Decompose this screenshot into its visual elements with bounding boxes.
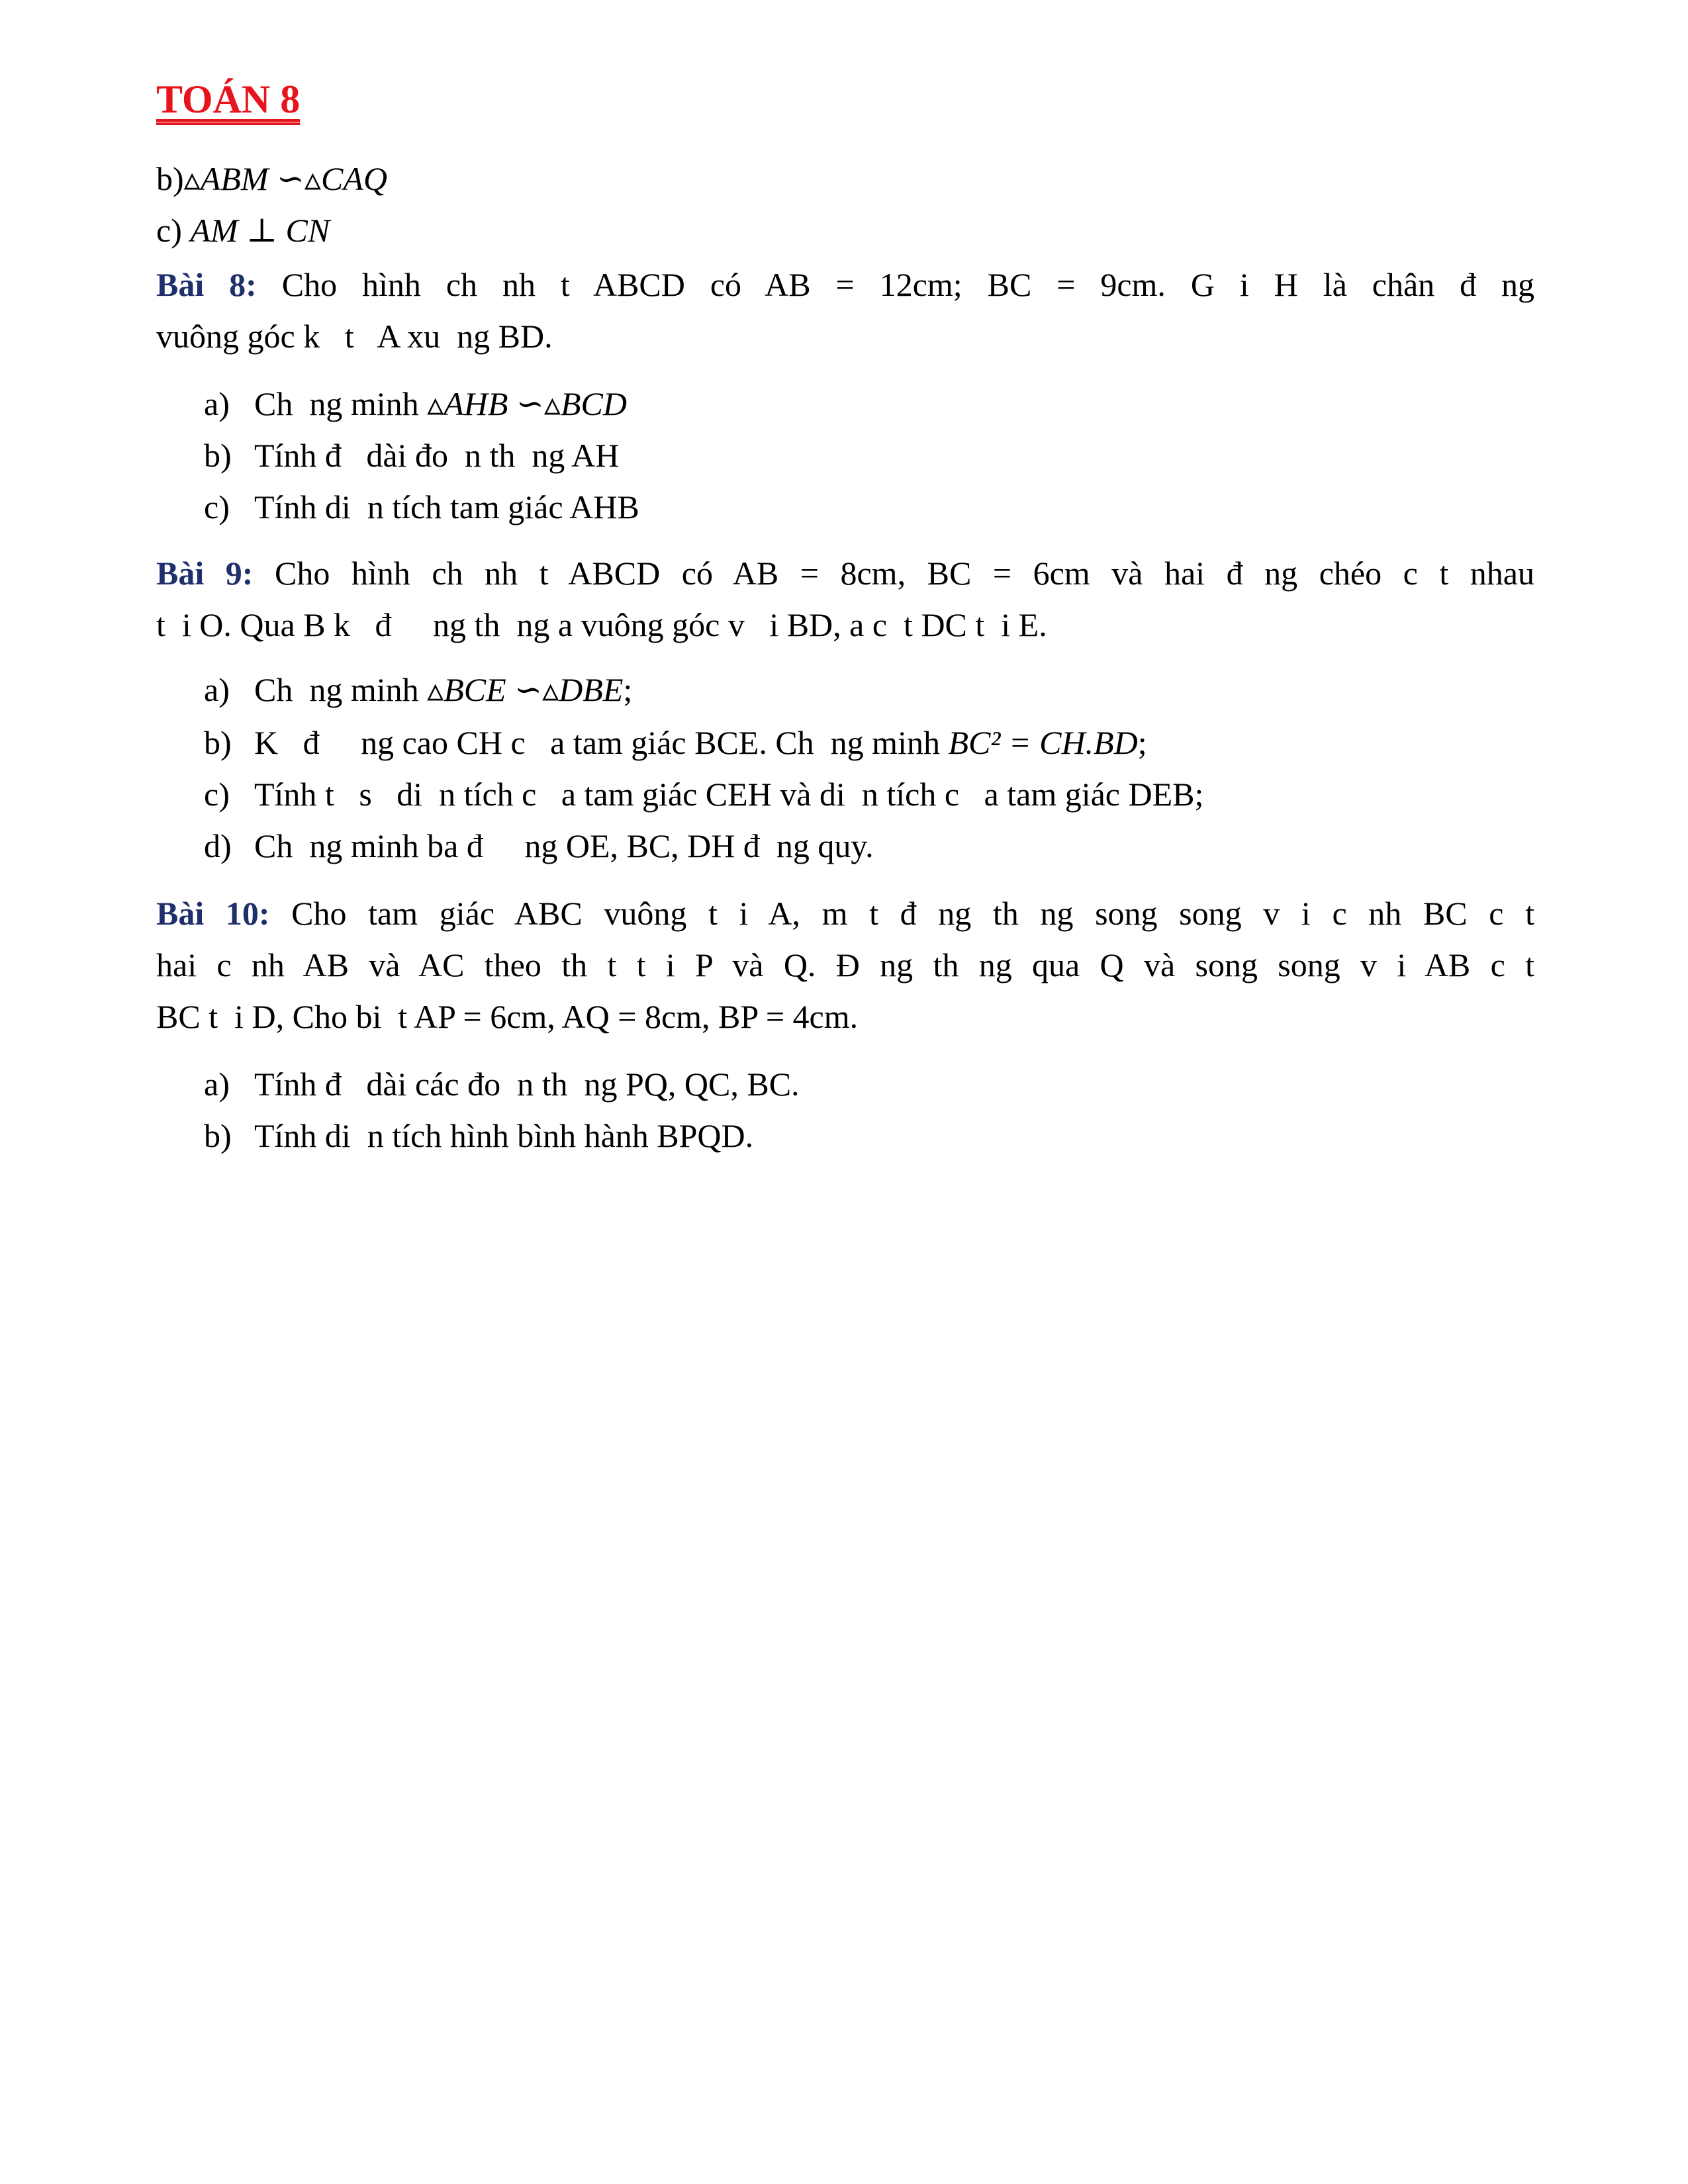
- page-title: TOÁN 8: [156, 77, 301, 121]
- prev-item-c: [156, 209, 1534, 251]
- bai9-label: Bài 9:: [156, 555, 254, 592]
- math-expression: BC² = CH.BD: [948, 724, 1138, 761]
- bai9-text-2: t i O. Qua B k đ ng th ng a vuông góc v i BD, a c t DC t i E.: [156, 606, 1047, 643]
- item-text: Ch ng minh ba đ ng OE, BC, DH đ ng quy.: [254, 827, 874, 864]
- item-label: b): [156, 160, 184, 197]
- item-tail: ;: [1137, 724, 1147, 761]
- item-label: c): [204, 488, 230, 525]
- bai10-label: Bài 10:: [156, 895, 270, 932]
- item-label: b): [204, 437, 232, 474]
- bai8-item-b: [204, 434, 1534, 477]
- bai8-item-a: [204, 383, 1534, 425]
- bai9-item-c: [204, 773, 1534, 815]
- item-label: d): [204, 827, 232, 864]
- item-label: b): [204, 1117, 232, 1154]
- bai10-text-1: Cho tam giác ABC vuông t i A, m t đ ng th ng song song v i c nh BC c t: [291, 895, 1534, 932]
- bai9-text-1: Cho hình ch nh t ABCD có AB = 8cm, BC = 6cm và hai đ ng chéo c t nhau: [275, 555, 1534, 592]
- bai9-line-1: [156, 552, 1534, 594]
- item-label: c): [204, 776, 230, 813]
- item-label: c): [156, 212, 182, 249]
- bai10-text-3: BC t i D, Cho bi t AP = 6cm, AQ = 8cm, BP = 4cm.: [156, 998, 859, 1035]
- math-expression: ▵AHB ∽▵BCD: [427, 385, 627, 422]
- bai8-text-1: Cho hình ch nh t ABCD có AB = 12cm; BC = 9cm. G i H là chân đ ng: [281, 266, 1535, 303]
- bai9-item-d: [204, 825, 1534, 867]
- item-label: b): [204, 724, 232, 761]
- bai10-item-a: [204, 1063, 1534, 1105]
- item-text: Tính di n tích hình bình hành BPQD.: [254, 1117, 754, 1154]
- item-text: K đ ng cao CH c a tam giác BCE. Ch ng minh: [254, 724, 949, 761]
- bai8-line-1: [156, 263, 1534, 306]
- bai8-text-2: vuông góc k t A xu ng BD.: [156, 318, 553, 355]
- bai10-text-2: hai c nh AB và AC theo th t t i P và Q. Đ ng th ng qua Q và song song v i AB c t: [156, 946, 1534, 983]
- prev-item-b: [156, 158, 1534, 200]
- item-text: Tính t s di n tích c a tam giác CEH và di n tích c a tam giác DEB;: [254, 776, 1204, 813]
- item-label: a): [204, 385, 230, 422]
- math-expression: ▵BCE ∽▵DBE: [427, 671, 624, 708]
- item-tail: ;: [623, 671, 633, 708]
- item-label: a): [204, 671, 230, 708]
- math-expression: ▵ABM ∽▵CAQ: [183, 160, 387, 197]
- bai8-item-c: [204, 486, 1534, 528]
- item-text: Ch ng minh: [254, 671, 428, 708]
- item-label: a): [204, 1066, 230, 1103]
- item-text: Tính di n tích tam giác AHB: [254, 488, 639, 525]
- bai9-item-a: [204, 668, 1534, 711]
- bai10-line-1: [156, 892, 1534, 934]
- item-text: Ch ng minh: [254, 385, 428, 422]
- math-expression: AM ⊥ CN: [190, 212, 330, 249]
- item-text: Tính đ dài các đo n th ng PQ, QC, BC.: [254, 1066, 800, 1103]
- bai10-item-b: [204, 1115, 1534, 1157]
- item-text: Tính đ dài đo n th ng AH: [254, 437, 620, 474]
- bai8-label: Bài 8:: [156, 266, 257, 303]
- bai9-item-b: [204, 721, 1534, 764]
